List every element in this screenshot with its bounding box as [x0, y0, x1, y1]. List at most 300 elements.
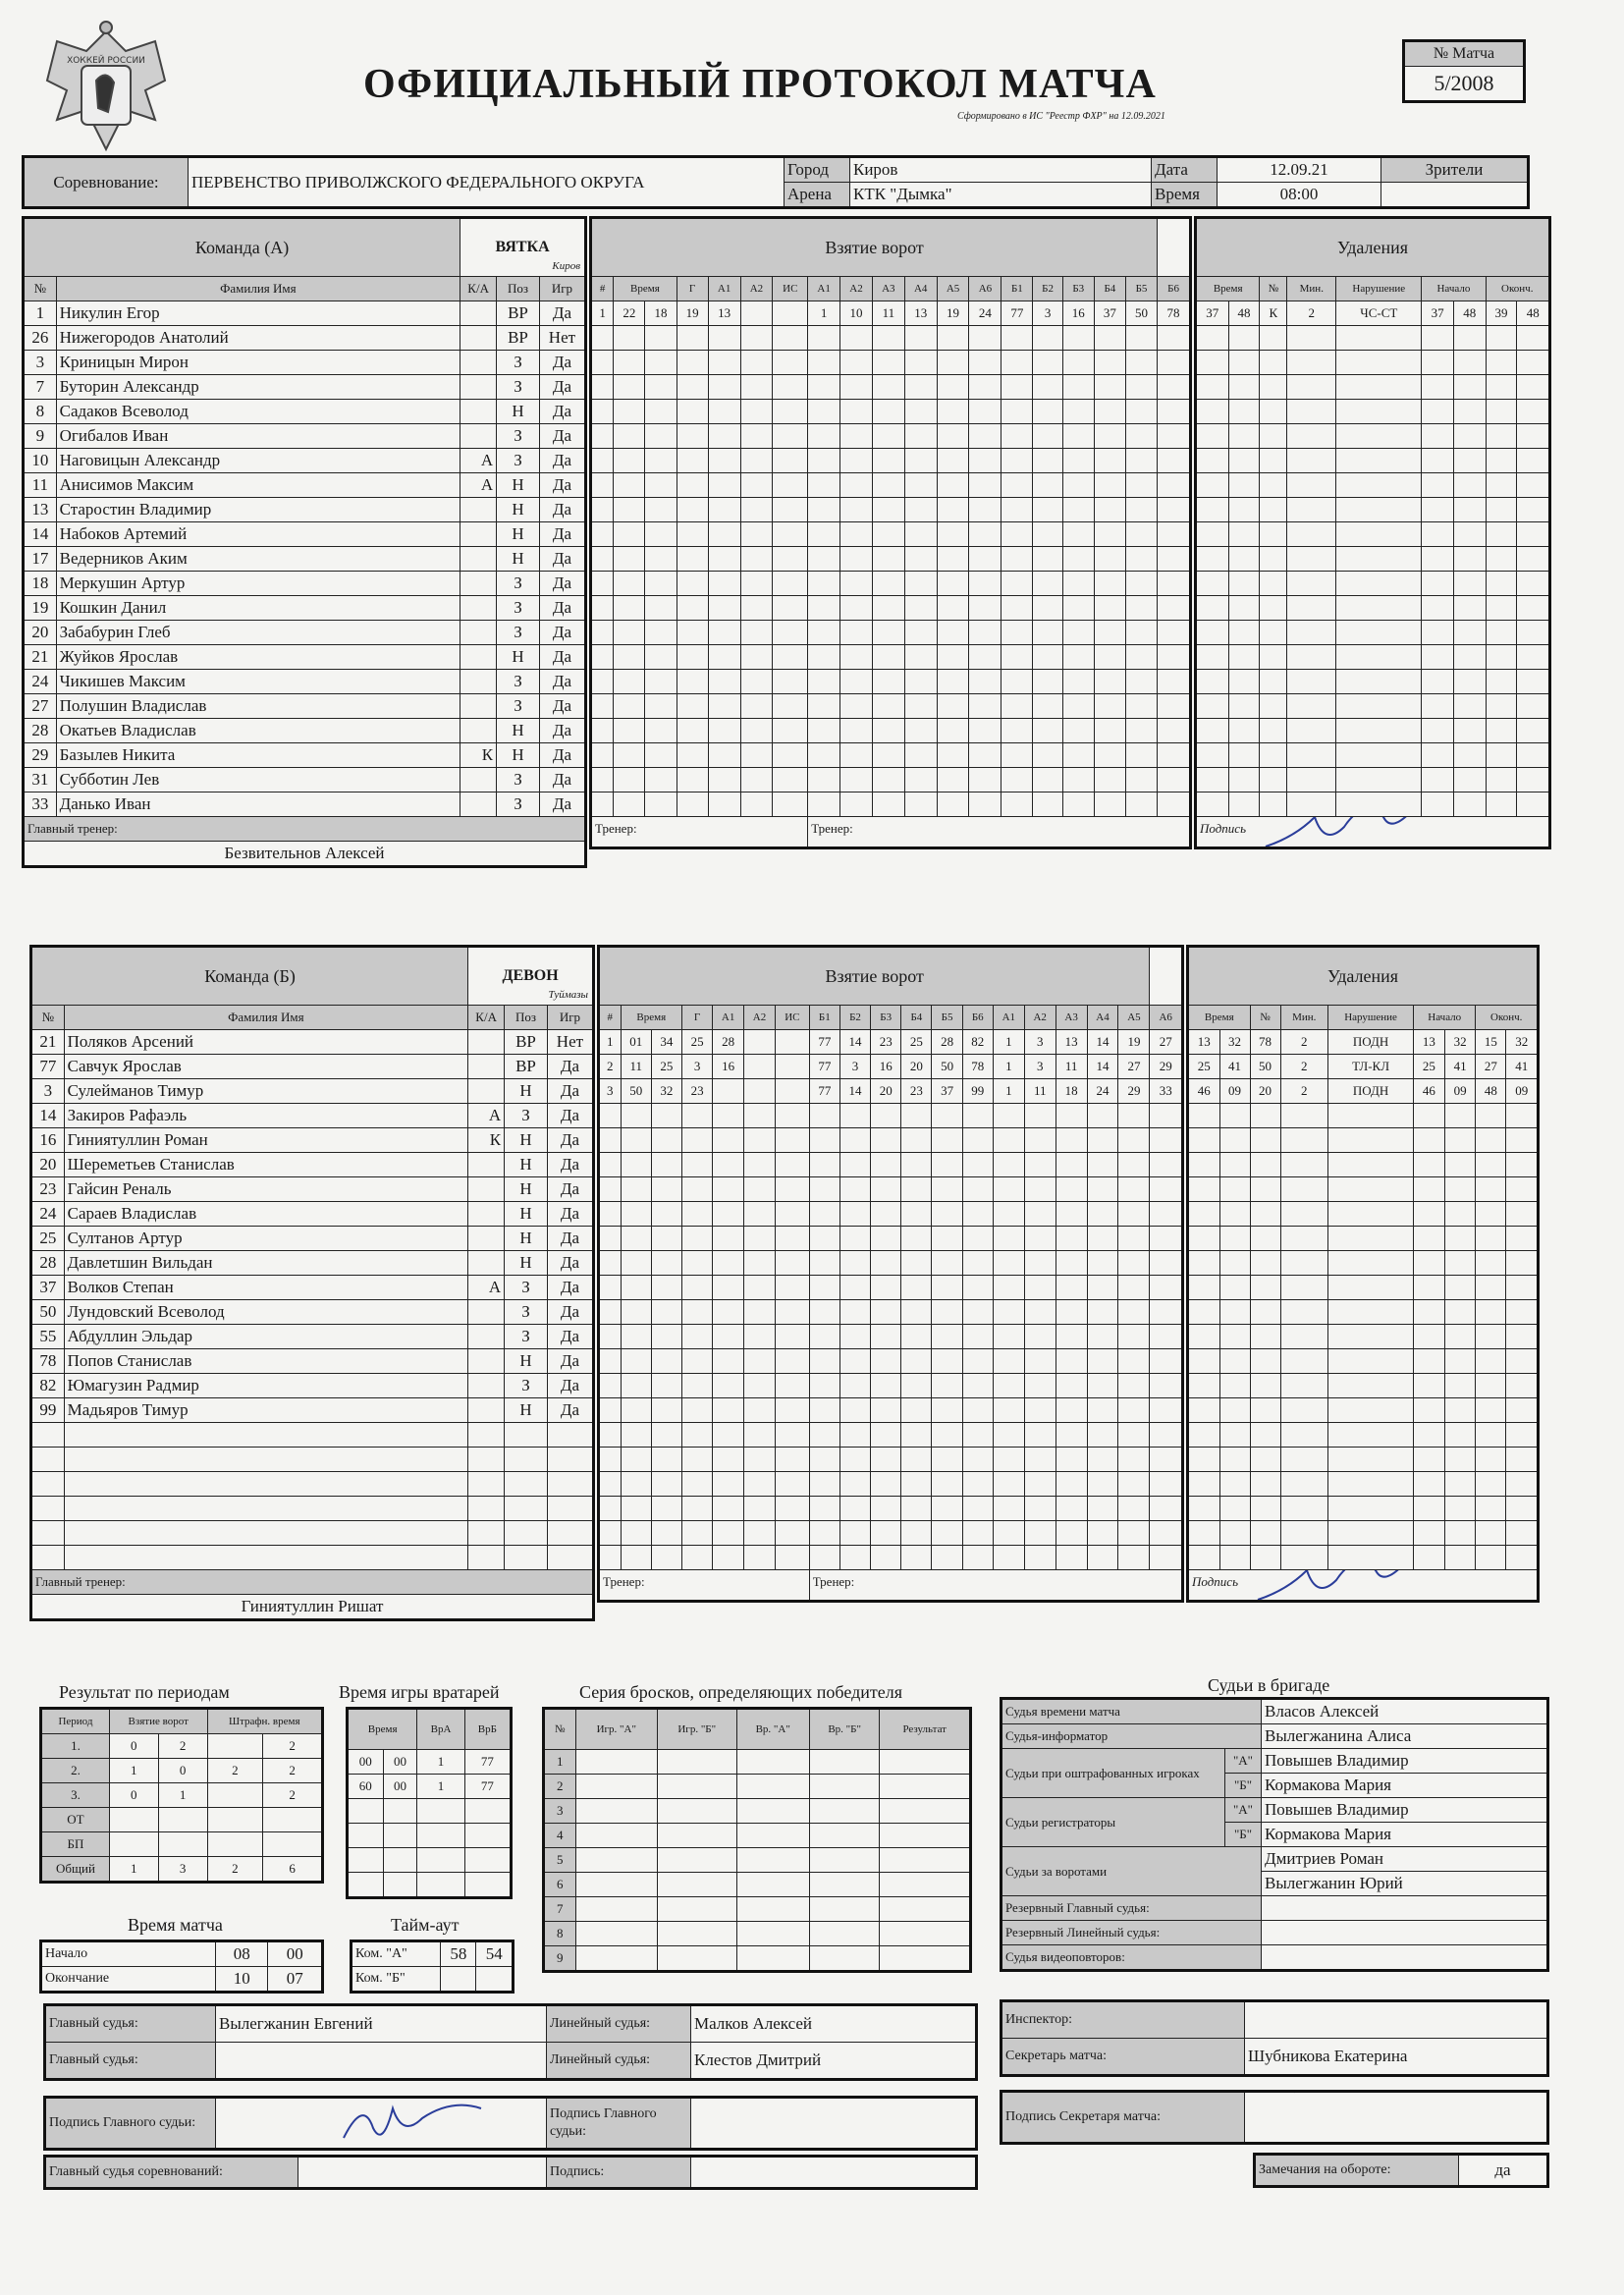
empty-cell: [1453, 351, 1486, 375]
empty-cell: [1056, 1202, 1087, 1227]
empty-cell: [1188, 1472, 1220, 1497]
competition-name: ПЕРВЕНСТВО ПРИВОЛЖСКОГО ФЕДЕРАЛЬНОГО ОКРУГА: [189, 157, 785, 208]
empty-cell: [651, 1300, 681, 1325]
empty-cell: [681, 1398, 712, 1423]
player-pos: З: [497, 670, 540, 694]
empty-cell: [1336, 621, 1422, 645]
player-play: Да: [547, 1202, 593, 1227]
goal-col-header: Г: [677, 277, 708, 301]
empty-cell: [1287, 400, 1336, 424]
shootout-table: [542, 1707, 972, 1973]
player-number: 28: [31, 1251, 65, 1276]
empty-cell: [1260, 694, 1287, 719]
empty-cell: [773, 645, 808, 670]
empty-cell: [993, 1128, 1024, 1153]
onice-player: 1: [993, 1079, 1024, 1104]
empty-cell: [1250, 1251, 1280, 1276]
onice-player: 77: [1001, 301, 1033, 326]
empty-cell: [1158, 719, 1191, 743]
team-b-head-coach: Гиниятуллин Ришат: [31, 1595, 594, 1620]
goalie-b: 77: [464, 1775, 511, 1799]
empty-cell: [1287, 694, 1336, 719]
empty-cell: [1414, 1202, 1445, 1227]
empty-cell: [1414, 1448, 1445, 1472]
empty-cell: [1260, 351, 1287, 375]
empty-cell: [993, 1153, 1024, 1177]
goal-col-header: #: [591, 277, 614, 301]
player-pos: Н: [497, 719, 540, 743]
empty-cell: [736, 1897, 809, 1922]
empty-cell: [1453, 768, 1486, 792]
empty-cell: [1228, 375, 1260, 400]
empty-cell: [871, 1398, 901, 1423]
player-name: Огибалов Иван: [56, 424, 460, 449]
player-name: Сараев Владислав: [64, 1202, 468, 1227]
city-label: Город: [785, 157, 850, 183]
city-value: Киров: [850, 157, 1152, 183]
empty-cell: [1486, 670, 1517, 694]
empty-cell: [713, 1448, 744, 1472]
goalie-sec: [383, 1824, 417, 1848]
empty-cell: [681, 1546, 712, 1570]
empty-cell: [1453, 375, 1486, 400]
empty-cell: [1001, 572, 1033, 596]
empty-cell: [993, 1349, 1024, 1374]
player-pos: З: [497, 351, 540, 375]
goal-row: [591, 645, 1191, 670]
table-row: [41, 1857, 323, 1883]
player-ka: [460, 792, 497, 817]
empty-cell: [773, 694, 808, 719]
empty-cell: [1422, 719, 1454, 743]
official-name: Кормакова Мария: [1262, 1774, 1548, 1798]
empty-cell: [1506, 1153, 1539, 1177]
empty-cell: [736, 1799, 809, 1824]
empty-cell: [1486, 351, 1517, 375]
player-ka: [468, 1177, 505, 1202]
empty-cell: [871, 1349, 901, 1374]
player-number: 31: [24, 768, 57, 792]
onice-player: 29: [1118, 1079, 1150, 1104]
penalty-row: [1196, 351, 1550, 375]
empty-cell: [993, 1374, 1024, 1398]
empty-cell: [1228, 326, 1260, 351]
goalie-sec: 00: [383, 1750, 417, 1775]
player-ka: [460, 301, 497, 326]
shootout-n: 1: [544, 1750, 576, 1775]
player-number: 3: [31, 1079, 65, 1104]
empty-cell: [872, 547, 904, 572]
period-pim-a: [207, 1808, 263, 1832]
empty-cell: [809, 1873, 880, 1897]
player-ka: [460, 621, 497, 645]
player-ka: [460, 498, 497, 522]
empty-cell: [1094, 768, 1125, 792]
empty-cell: [1336, 498, 1422, 522]
empty-cell: [872, 473, 904, 498]
player-pos: Н: [497, 547, 540, 572]
empty-cell: [1150, 1374, 1183, 1398]
empty-cell: [744, 1128, 776, 1153]
empty-cell: [736, 1824, 809, 1848]
empty-cell: [1094, 473, 1125, 498]
empty-cell: [1486, 792, 1517, 817]
empty-cell: [708, 498, 740, 522]
shootout-title: Серия бросков, определяющих победителя: [579, 1682, 903, 1702]
empty-cell: [1250, 1497, 1280, 1521]
empty-cell: [969, 424, 1001, 449]
table-row: [24, 547, 586, 572]
empty-cell: [1260, 424, 1287, 449]
empty-cell: [840, 351, 873, 375]
empty-cell: [1188, 1497, 1220, 1521]
timeout-a-min: 58: [441, 1941, 476, 1967]
empty-cell: [651, 1177, 681, 1202]
empty-cell: [1444, 1251, 1476, 1276]
empty-cell: [775, 1202, 809, 1227]
periods-col-goals: Взятие ворот: [109, 1709, 207, 1734]
table-row: [24, 572, 586, 596]
empty-cell: [773, 351, 808, 375]
empty-cell: [1517, 351, 1550, 375]
empty-cell: [708, 596, 740, 621]
empty-cell: [1219, 1423, 1250, 1448]
player-play: Да: [547, 1300, 593, 1325]
onice-player: 33: [1150, 1079, 1183, 1104]
empty-cell: [681, 1202, 712, 1227]
empty-cell: [1260, 645, 1287, 670]
onice-player: 3: [1024, 1055, 1056, 1079]
empty-cell: [1024, 1104, 1056, 1128]
table-row: [24, 621, 586, 645]
empty-cell: [1250, 1423, 1280, 1448]
empty-cell: [773, 792, 808, 817]
official-role: Судья видеоповторов:: [1001, 1945, 1262, 1971]
team-b-city: Туймазы: [548, 989, 588, 1001]
empty-cell: [614, 522, 645, 547]
empty-cell: [1024, 1472, 1056, 1497]
empty-cell: [809, 1448, 839, 1472]
empty-cell: [1125, 621, 1157, 645]
team-b-name: ДЕВОН Туймазы: [468, 947, 594, 1006]
onice-player: 37: [1094, 301, 1125, 326]
team-b-col-ka: К/А: [468, 1006, 505, 1030]
goalie-sec: 00: [383, 1775, 417, 1799]
empty-cell: [1033, 351, 1062, 375]
player-number: 9: [24, 424, 57, 449]
empty-cell: [1517, 424, 1550, 449]
empty-cell: [651, 1374, 681, 1398]
pen-col-header: Оконч.: [1476, 1006, 1539, 1030]
empty-cell: [1219, 1374, 1250, 1398]
empty-cell: [621, 1276, 651, 1300]
empty-cell: [744, 1398, 776, 1423]
empty-cell: [1280, 1153, 1328, 1177]
empty-cell: [808, 547, 840, 572]
empty-cell: [1158, 792, 1191, 817]
empty-cell: [1444, 1398, 1476, 1423]
empty-cell: [1024, 1423, 1056, 1448]
onice-col-header: А2: [840, 277, 873, 301]
empty-cell: [645, 547, 677, 572]
period-pim-b: 2: [263, 1759, 323, 1783]
penalty-row: [1188, 1423, 1539, 1448]
period-pim-a: [207, 1734, 263, 1759]
empty-cell: [645, 473, 677, 498]
empty-cell: [621, 1153, 651, 1177]
penalty-row: [1188, 1251, 1539, 1276]
inspector-table: [1000, 1999, 1549, 2077]
goalie-a: [417, 1799, 464, 1824]
empty-cell: [962, 1472, 993, 1497]
player-ka: [468, 1325, 505, 1349]
page-title: ОФИЦИАЛЬНЫЙ ПРОТОКОЛ МАТЧА: [363, 62, 1157, 107]
empty-cell: [740, 449, 773, 473]
pen-time-min: 13: [1188, 1030, 1220, 1055]
player-name: [64, 1497, 468, 1521]
empty-cell: [1094, 498, 1125, 522]
goal-time-sec: 34: [651, 1030, 681, 1055]
period-name: ОТ: [41, 1808, 110, 1832]
empty-cell: [645, 400, 677, 424]
empty-cell: [1228, 547, 1260, 572]
pen-start-sec: 41: [1444, 1055, 1476, 1079]
empty-cell: [1228, 645, 1260, 670]
empty-cell: [1260, 547, 1287, 572]
match-no-label: № Матча: [1404, 41, 1525, 67]
empty-cell: [1287, 424, 1336, 449]
empty-cell: [657, 1824, 736, 1848]
empty-cell: [1328, 1128, 1414, 1153]
empty-cell: [1188, 1423, 1220, 1448]
empty-cell: [1287, 351, 1336, 375]
player-pos: ВР: [497, 326, 540, 351]
penalty-row: [1188, 1128, 1539, 1153]
empty-cell: [839, 1398, 870, 1423]
empty-cell: [1486, 694, 1517, 719]
player-play: Да: [539, 301, 585, 326]
empty-cell: [932, 1128, 962, 1153]
empty-cell: [1517, 768, 1550, 792]
table-row: [24, 375, 586, 400]
empty-cell: [901, 1398, 932, 1423]
shootout-col-header: Вр. "Б": [809, 1709, 880, 1750]
empty-cell: [1453, 621, 1486, 645]
shootout-n: 2: [544, 1775, 576, 1799]
empty-cell: [1422, 670, 1454, 694]
empty-cell: [1001, 694, 1033, 719]
empty-cell: [1517, 792, 1550, 817]
onice-player: 77: [809, 1079, 839, 1104]
empty-cell: [1150, 1325, 1183, 1349]
player-play: Да: [539, 792, 585, 817]
player-play: Да: [539, 768, 585, 792]
empty-cell: [880, 1750, 971, 1775]
empty-cell: [713, 1227, 744, 1251]
goal-row: [591, 326, 1191, 351]
player-play: Нет: [547, 1030, 593, 1055]
empty-cell: [1118, 1153, 1150, 1177]
empty-cell: [840, 670, 873, 694]
player-number: 28: [24, 719, 57, 743]
official-role: Судьи регистраторы: [1001, 1798, 1225, 1847]
empty-cell: [1087, 1276, 1118, 1300]
pen-col-header: №: [1250, 1006, 1280, 1030]
empty-cell: [1444, 1128, 1476, 1153]
empty-cell: [1094, 547, 1125, 572]
timeout-a-label: Ком. "А": [352, 1941, 441, 1967]
team-b-signature: Подпись: [1188, 1570, 1539, 1602]
pen-min: 2: [1280, 1030, 1328, 1055]
empty-cell: [614, 351, 645, 375]
official-name: [1262, 1921, 1548, 1945]
pen-start-sec: 48: [1453, 301, 1486, 326]
goal-a2: [744, 1079, 776, 1104]
empty-cell: [1001, 768, 1033, 792]
empty-cell: [1118, 1202, 1150, 1227]
empty-cell: [1118, 1128, 1150, 1153]
empty-cell: [839, 1374, 870, 1398]
empty-cell: [713, 1374, 744, 1398]
empty-cell: [740, 424, 773, 449]
empty-cell: [1287, 670, 1336, 694]
empty-cell: [740, 572, 773, 596]
pen-end-min: 27: [1476, 1055, 1506, 1079]
empty-cell: [901, 1276, 932, 1300]
empty-cell: [1280, 1448, 1328, 1472]
period-name: Общий: [41, 1857, 110, 1883]
empty-cell: [1033, 473, 1062, 498]
empty-cell: [1158, 572, 1191, 596]
empty-cell: [1219, 1104, 1250, 1128]
empty-cell: [962, 1300, 993, 1325]
player-name: Меркушин Артур: [56, 572, 460, 596]
remarks-label: Замечания на обороте:: [1255, 2155, 1459, 2187]
empty-cell: [1196, 743, 1229, 768]
player-number: 11: [24, 473, 57, 498]
empty-cell: [1196, 424, 1229, 449]
empty-cell: [937, 351, 969, 375]
empty-cell: [614, 645, 645, 670]
pen-end-sec: 09: [1506, 1079, 1539, 1104]
penalty-row: [1196, 596, 1550, 621]
empty-cell: [1422, 572, 1454, 596]
empty-cell: [1414, 1276, 1445, 1300]
empty-cell: [591, 792, 614, 817]
line-ref-label-2: Линейный судья:: [547, 2043, 691, 2080]
empty-cell: [1228, 522, 1260, 547]
empty-cell: [677, 351, 708, 375]
empty-cell: [1056, 1128, 1087, 1153]
empty-cell: [1056, 1546, 1087, 1570]
empty-cell: [677, 400, 708, 424]
period-goals-b: 2: [158, 1734, 207, 1759]
empty-cell: [1422, 694, 1454, 719]
player-name: Мадьяров Тимур: [64, 1398, 468, 1423]
empty-cell: [839, 1448, 870, 1472]
empty-cell: [962, 1153, 993, 1177]
empty-cell: [1024, 1349, 1056, 1374]
empty-cell: [809, 1104, 839, 1128]
empty-cell: [1094, 792, 1125, 817]
empty-cell: [1033, 694, 1062, 719]
empty-cell: [1453, 473, 1486, 498]
player-number: 24: [24, 670, 57, 694]
player-name: [64, 1448, 468, 1472]
empty-cell: [1486, 473, 1517, 498]
empty-cell: [1196, 792, 1229, 817]
empty-cell: [736, 1922, 809, 1946]
empty-cell: [1087, 1448, 1118, 1472]
table-row: [31, 1202, 594, 1227]
empty-cell: [809, 1799, 880, 1824]
empty-cell: [1150, 1128, 1183, 1153]
player-name: Данько Иван: [56, 792, 460, 817]
empty-cell: [614, 449, 645, 473]
penalty-row: [1188, 1448, 1539, 1472]
empty-cell: [1087, 1300, 1118, 1325]
empty-cell: [1118, 1325, 1150, 1349]
empty-cell: [1287, 522, 1336, 547]
player-name: Базылев Никита: [56, 743, 460, 768]
player-pos: Н: [505, 1398, 548, 1423]
pen-violation: ПОДН: [1328, 1030, 1414, 1055]
empty-cell: [621, 1251, 651, 1276]
empty-cell: [1094, 694, 1125, 719]
empty-cell: [932, 1497, 962, 1521]
empty-cell: [651, 1128, 681, 1153]
goalie-a: 1: [417, 1750, 464, 1775]
empty-cell: [871, 1251, 901, 1276]
empty-cell: [1158, 645, 1191, 670]
empty-cell: [969, 400, 1001, 424]
empty-cell: [962, 1546, 993, 1570]
empty-cell: [904, 743, 937, 768]
onice-player: 99: [962, 1079, 993, 1104]
empty-cell: [1125, 351, 1157, 375]
table-row: [24, 522, 586, 547]
penalty-row: [1196, 449, 1550, 473]
empty-cell: [1287, 473, 1336, 498]
team-a-penalties-title: Удаления: [1196, 218, 1550, 277]
player-play: Да: [539, 621, 585, 645]
empty-cell: [1422, 400, 1454, 424]
empty-cell: [740, 351, 773, 375]
player-pos: З: [505, 1300, 548, 1325]
empty-cell: [713, 1202, 744, 1227]
empty-cell: [773, 621, 808, 645]
empty-cell: [1087, 1398, 1118, 1423]
player-ka: [468, 1030, 505, 1055]
onice-col-header: А5: [1118, 1006, 1150, 1030]
table-row: [31, 1227, 594, 1251]
table-row: [1001, 1921, 1548, 1945]
onice-player: 20: [871, 1079, 901, 1104]
empty-cell: [1414, 1300, 1445, 1325]
empty-cell: [808, 743, 840, 768]
empty-cell: [1506, 1300, 1539, 1325]
empty-cell: [904, 351, 937, 375]
empty-cell: [773, 498, 808, 522]
shootout-col-header: Результат: [880, 1709, 971, 1750]
empty-cell: [713, 1251, 744, 1276]
empty-cell: [993, 1325, 1024, 1349]
empty-cell: [1228, 768, 1260, 792]
empty-cell: [1188, 1300, 1220, 1325]
empty-cell: [1188, 1128, 1220, 1153]
empty-cell: [901, 1374, 932, 1398]
empty-cell: [1196, 572, 1229, 596]
